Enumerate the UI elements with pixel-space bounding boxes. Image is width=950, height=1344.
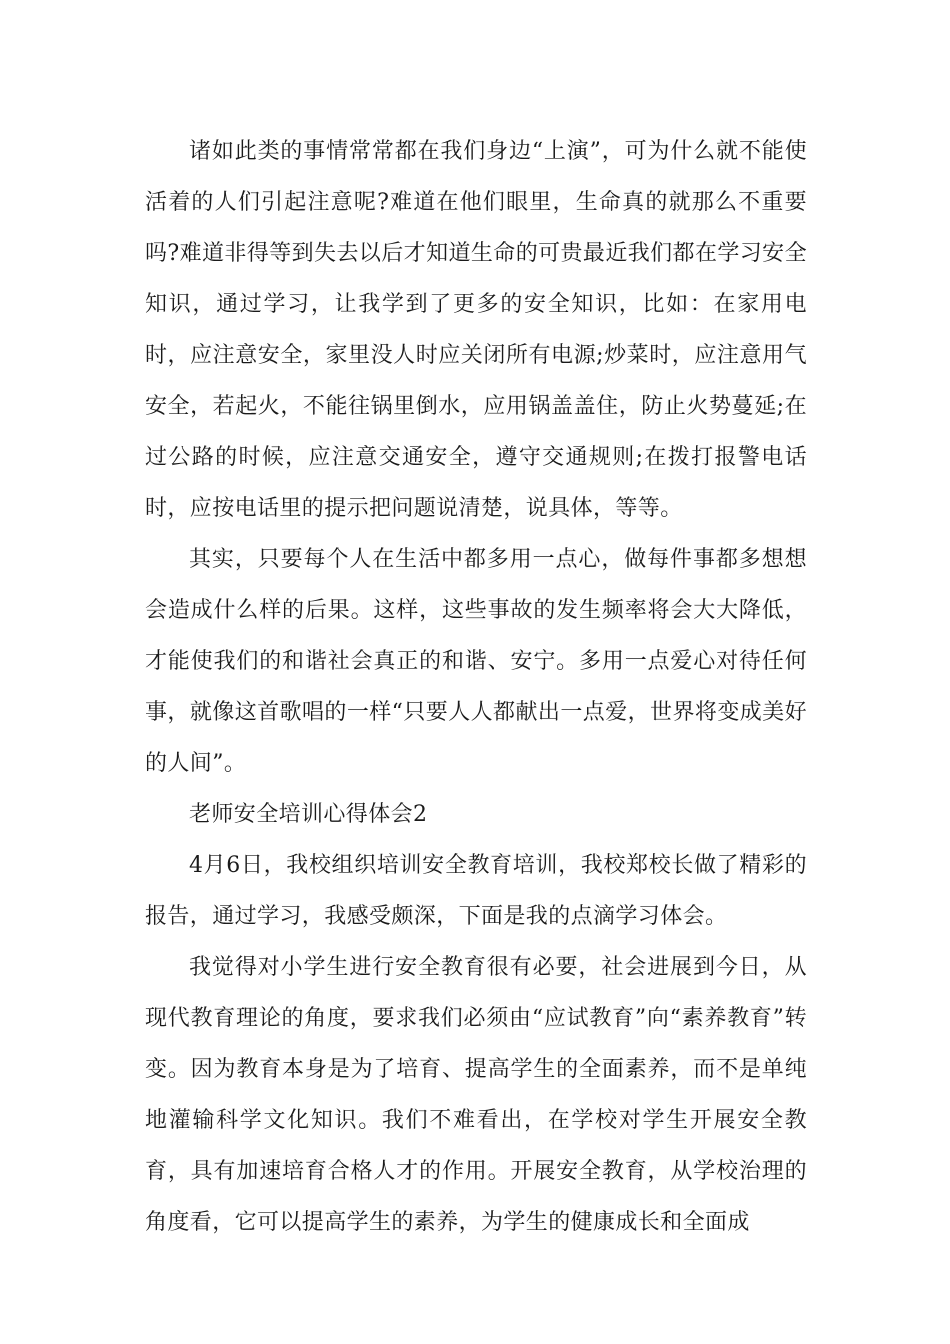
- document-body: [145, 126, 807, 1248]
- paragraph-safety-education: 我觉得对小学生进行安全教育很有必要，社会进展到今日，从现代教育理论的角度，要求我们必须由“应试教育”向“素养教育”转变。因为教育本身是为了培育、提高学生的全面素养，而不是单纯地灌输科学文化知识。我们不难看出，在学校对学生开展安全教育，具有加速培育合格人才的作用。开展安全教育，从学校治理的角度看，它可以提高学生的素养，为学生的健康成长和全面成: [145, 955, 807, 1235]
- paragraph-conclusion: 其实，只要每个人在生活中都多用一点心，做每件事都多想想会造成什么样的后果。这样，这些事故的发生频率将会大大降低，才能使我们的和谐社会真正的和谐、安宁。多用一点爱心对待任何事，就像这首歌唱的一样“只要人人都献出一点爱，世界将变成美好的人间”。: [145, 547, 807, 776]
- paragraph-safety-examples: 诸如此类的事情常常都在我们身边“上演”，可为什么就不能使活着的人们引起注意呢?难道在他们眼里，生命真的就那么不重要吗?难道非得等到失去以后才知道生命的可贵最近我们都在学习安全知识，通过学习，让我学到了更多的安全知识，比如：在家用电时，应注意安全，家里没人时应关闭所有电源;炒菜时，应注意用气安全，若起火，不能往锅里倒水，应用锅盖盖住，防止火势蔓延;在过公路的时候，应注意交通安全，遵守交通规则;在拨打报警电话时，应按电话里的提示把问题说清楚，说具体，等等。: [145, 139, 807, 521]
- section-heading: 老师安全培训心得体会2: [189, 802, 428, 827]
- paragraph-training-report: 4月6日，我校组织培训安全教育培训，我校郑校长做了精彩的报告，通过学习，我感受颇深，下面是我的点滴学习体会。: [145, 853, 807, 929]
